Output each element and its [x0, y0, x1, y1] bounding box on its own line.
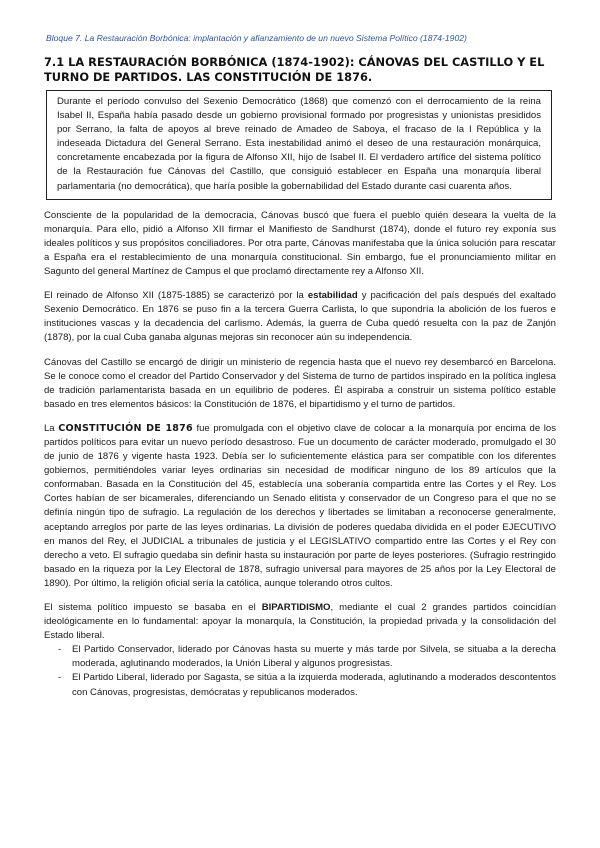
- paragraph-reinado-lead: El reinado de Alfonso XII (1875-1885) se caracterizó por la: [44, 290, 308, 302]
- list-item-partido-conservador: - El Partido Conservador, liderado por Cánovas hasta su muerte y más tarde por Silvela, se situaba a la derecha moderada, aglutinando moderados, la Unión Liberal y algunos progresistas.: [58, 643, 556, 671]
- running-header: Bloque 7. La Restauración Borbónica: implantación y afianzamiento de un nuevo Sistema Político (1874-1902): [46, 33, 467, 43]
- highlight-bipartidismo: BIPARTIDISMO: [261, 602, 331, 613]
- intro-box: [46, 90, 552, 200]
- paragraph-sandhurst: Consciente de la popularidad de la democracia, Cánovas buscó que fuera el pueblo quién desearа la vuelta de la monarquía. Para ello, pidió a Alfonso XII firmar el Manifiesto de Sandhurst (1874), donde el futuro rey exponía sus ideales políticos y sus propósitos conciliadores. Por otra parte, Cánovas manifestaba que la única solución para rescatar a España era el restablecimiento de una monarquía constitucional. Sin embargo, fue el pronunciamiento militar en Sagunto del general Martínez de Campus el que proclamó directamente rey a Alfonso XII.: [44, 209, 556, 278]
- highlight-estabilidad: estabilidad: [307, 290, 358, 302]
- section-title: 7.1 LA RESTAURACIÓN BORBÓNICA (1874-1902): CÁNOVAS DEL CASTILLO Y EL TURNO DE PARTIDOS. LAS CONSTITUCIÓN DE 1876.: [44, 55, 545, 84]
- list-item-partido-liberal: - El Partido Liberal, liderado por Sagasta, se sitúa a la izquierda moderada, aglutinando a moderados descontentos con Cánovas, progresistas, demócratas y republicanos moderados.: [58, 671, 556, 699]
- paragraph-bipartidismo-rest: , mediante el cual 2 grandes partidos coincidían ideológicamente en lo fundamental: apoyar la monarquía, la Constitución, la propiedad privada y la consolidación del Estado liberal.: [44, 602, 557, 642]
- paragraph-constitucion-rest: fue promulgada con el objetivo clave de colocar a la monarquía por encima de los partidos políticos para evitar un nuevo período desastroso. Fue un documento de carácter moderado, promulgado el 30 de junio de 1876 y vigente hasta 1923. Debía ser lo suficientemente elástica para ser compatible con los diferentes gobiernos, permitiéndoles variar leyes ordinarias sin necesidad de modificar ninguno de los 89 artículos que la conformaban. Basada en la Constitución del 45, establecía una soberanía compartida entre las Cortes y el Rey. Los Cortes habían de ser bicamerales, diferenciando un Senado elitista y conservador de un Congreso para el que no se definía ningún tipo de sufragio. La regulación de los derechos y libertades se limitaban a reconocerse generalmente, aceptando arreglos por parte de las leyes ordinarias. La división de poderes quedaba dividida en el poder EJECUTIVO en manos del Rey, el JUDICIAL a tribunales de justicia y el LEGISLATIVO compartido entre las Cortes y el Rey con derecho a veto. El sufragio quedaba sin definir hasta su instauración por parte de leyes posteriores. (Sufragio restringido basado en la riqueza por la Ley Electoral de 1878, sufragio universal para mayores de 25 años por la Ley Electoral de 1890). Por último, la religión oficial sería la católica, aunque tolerando otros cultos.: [44, 422, 556, 589]
- paragraph-canovas: Cánovas del Castillo se encargó de dirigir un ministerio de regencia hasta que el nuevo rey desembarcó en Barcelona. Se le conoce como el creador del Partido Conservador y del Sistema de turno de partidos inspirado en la política inglesa de tradición parlamentarista basada en un equilibrio de poderes. Él aspiraba a construir un sistema político estable basado en tres elementos básicos: la Constitución de 1876, el bipartidismo y el turno de partidos.: [44, 356, 556, 410]
- paragraph-bipartidismo-lead: El sistema político impuesto se basaba en el: [44, 602, 262, 613]
- intro-text: Durante el período convulso del Sexenio Democrático (1868) que comenzó con el derrocamiento de la reina Isabel II, España había pasado desde un gobierno provisional formado por progresistas y unionistas presididos por Serrano, la falta de apoyos al breve reinado de Amadeo de Saboya, el fracaso de la I República y la indeseada Dictadura del General Serrano. Esta inestabilidad animó el deseo de una restauración monárquica, concretamente encabezada por la figura de Alfonso XII, hijo de Isabel II. El verdadero artífice del sistema político de la Restauración fue Cánovas del Castillo, que consiguió establecer en España una monarquía liberal parlamentaria (no democrática), que haría posible la gobernabilidad del Estado durante casi cuarenta años.: [57, 96, 541, 192]
- parties-list: [58, 643, 556, 699]
- paragraph-constitucion: [44, 422, 556, 591]
- highlight-constitucion: CONSTITUCIÓN DE 1876: [58, 422, 193, 434]
- paragraph-bipartidismo: [44, 601, 556, 643]
- paragraph-reinado-rest: y pacificación del país después del exaltado Sexenio Democrático. En 1876 se puso fin a la tercera Guerra Carlista, lo que supondría la abolición de los fueros e instituciones vascas y la decadencia del carlismo. Además, la guerra de Cuba quedó resuelta con la paz de Zanjón (1878), por la cual Cuba ganaba algunas mejoras sin reconocer aún su independencia.: [44, 290, 556, 344]
- paragraph-reinado: [44, 289, 556, 345]
- paragraph-constitucion-lead: La: [44, 422, 59, 434]
